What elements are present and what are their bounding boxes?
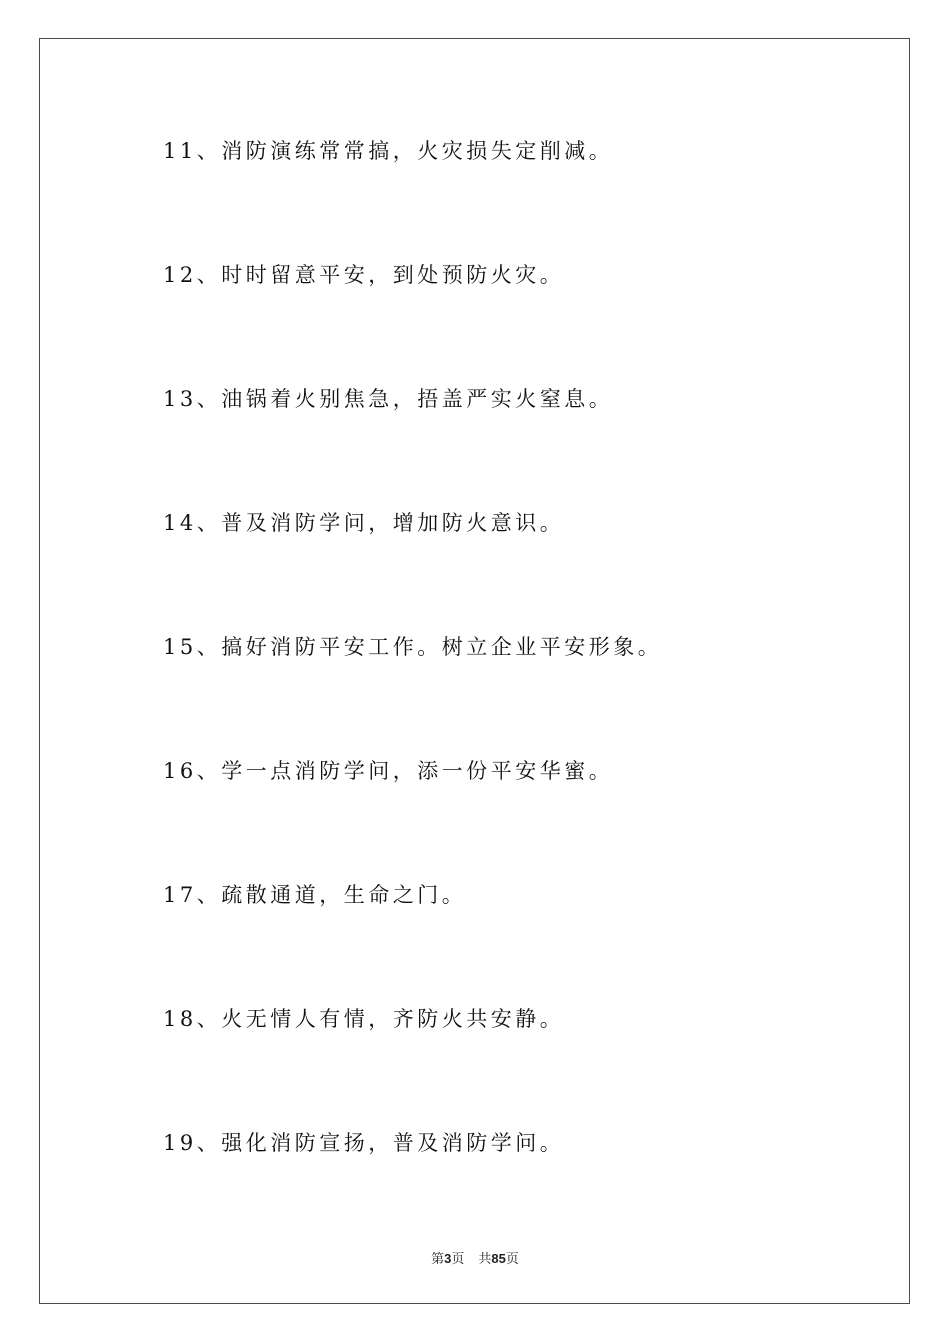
slogan-line-13: 13、油锅着火别焦急，捂盖严实火窒息。 xyxy=(163,387,614,411)
slogan-line-12: 12、时时留意平安，到处预防火灾。 xyxy=(163,263,565,287)
total-suffix: 页 xyxy=(505,1252,519,1267)
slogan-line-14: 14、普及消防学问，增加防火意识。 xyxy=(163,511,565,535)
page-prefix: 第 xyxy=(431,1252,445,1267)
total-pages-number: 85 xyxy=(491,1251,506,1266)
page-suffix: 页 xyxy=(451,1252,465,1267)
total-prefix: 共 xyxy=(478,1252,492,1267)
page-border xyxy=(39,38,910,1304)
slogan-line-11: 11、消防演练常常搞，火灾损失定削减。 xyxy=(163,139,614,163)
slogan-line-18: 18、火无情人有情，齐防火共安静。 xyxy=(163,1007,565,1031)
slogan-line-19: 19、强化消防宣扬，普及消防学问。 xyxy=(163,1131,565,1155)
slogan-line-17: 17、疏散通道，生命之门。 xyxy=(163,883,467,907)
slogan-line-16: 16、学一点消防学问，添一份平安华蜜。 xyxy=(163,759,614,783)
current-page-number: 3 xyxy=(444,1251,452,1266)
slogan-line-15: 15、搞好消防平安工作。树立企业平安形象。 xyxy=(163,635,663,659)
page-footer xyxy=(0,1248,950,1267)
